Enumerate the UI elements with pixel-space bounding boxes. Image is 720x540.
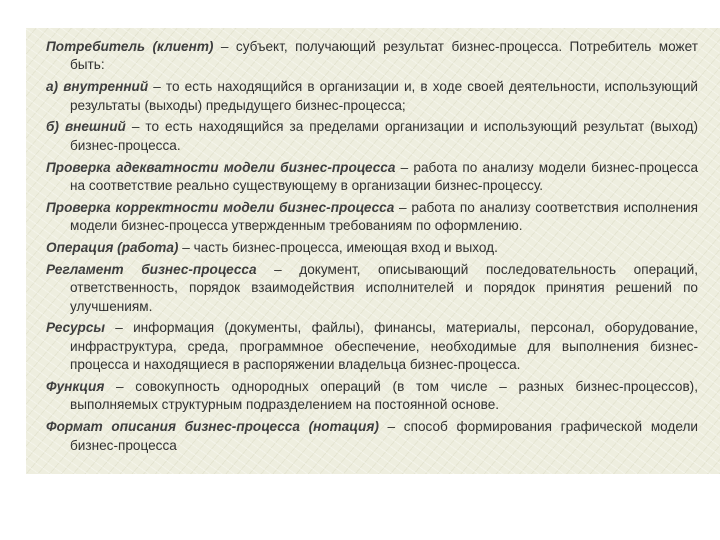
definition-text: – совокупность однородных операций (в том числе – разных бизнес-процессов), выполняемых структурным подразделением на постоянной основе.	[70, 379, 698, 413]
definition-consumer	[46, 38, 698, 75]
definition-regulation	[46, 261, 698, 316]
definition-list	[46, 38, 698, 455]
term: Функция	[46, 379, 105, 395]
definition-internal	[46, 78, 698, 115]
term: Потребитель (клиент)	[46, 39, 214, 54]
definition-text: – часть бизнес-процесса, имеющая вход и выход.	[178, 240, 498, 256]
glossary-panel	[26, 28, 720, 474]
term: а) внутренний	[46, 79, 149, 95]
term: б) внешний	[46, 119, 126, 135]
definition-resources	[46, 319, 698, 374]
definition-text: – способ формирования графической модели бизнес-процесса	[70, 419, 698, 453]
definition-text: – то есть находящийся за пределами организации и использующий результат (выход) бизнес-процесса.	[70, 119, 699, 153]
definition-correctness-check	[46, 199, 698, 236]
term: Операция (работа)	[46, 240, 179, 256]
definition-text: – документ, описывающий последовательность операций, ответственность, порядок взаимодействия исполнителей и порядок принятия решений по улучшениям.	[70, 261, 699, 314]
definition-adequacy-check	[46, 159, 698, 196]
definition-text: – субъект, получающий результат бизнес-процесса. Потребитель может быть:	[70, 39, 698, 73]
definition-text: – информация (документы, файлы), финансы, материалы, персонал, оборудование, инфраструктура, среда, программное обеспечение, необходимые для выполнения бизнес-процесса и находящиеся в распоряжении владельца бизнес-процесса.	[70, 320, 698, 373]
term: Проверка корректности модели бизнес-процесса	[46, 199, 395, 215]
definition-notation	[46, 418, 698, 455]
definition-external	[46, 118, 698, 155]
definition-text: – работа по анализу соответствия исполнения модели бизнес-процесса утвержденным требованиям по оформлению.	[70, 199, 698, 234]
definition-text: – работа по анализу модели бизнес-процесса на соответствие реально существующему в организации бизнес-процессу.	[70, 159, 698, 194]
term: Регламент бизнес-процесса	[46, 261, 257, 277]
definition-function	[46, 378, 698, 415]
term: Ресурсы	[46, 320, 106, 336]
definition-operation	[46, 239, 698, 257]
term: Проверка адекватности модели бизнес-процесса	[46, 159, 396, 175]
term: Формат описания бизнес-процесса (нотация)	[46, 419, 379, 435]
definition-text: – то есть находящийся в организации и, в ходе своей деятельности, использующий результаты (выходы) предыдущего бизнес-процесса;	[70, 79, 699, 113]
